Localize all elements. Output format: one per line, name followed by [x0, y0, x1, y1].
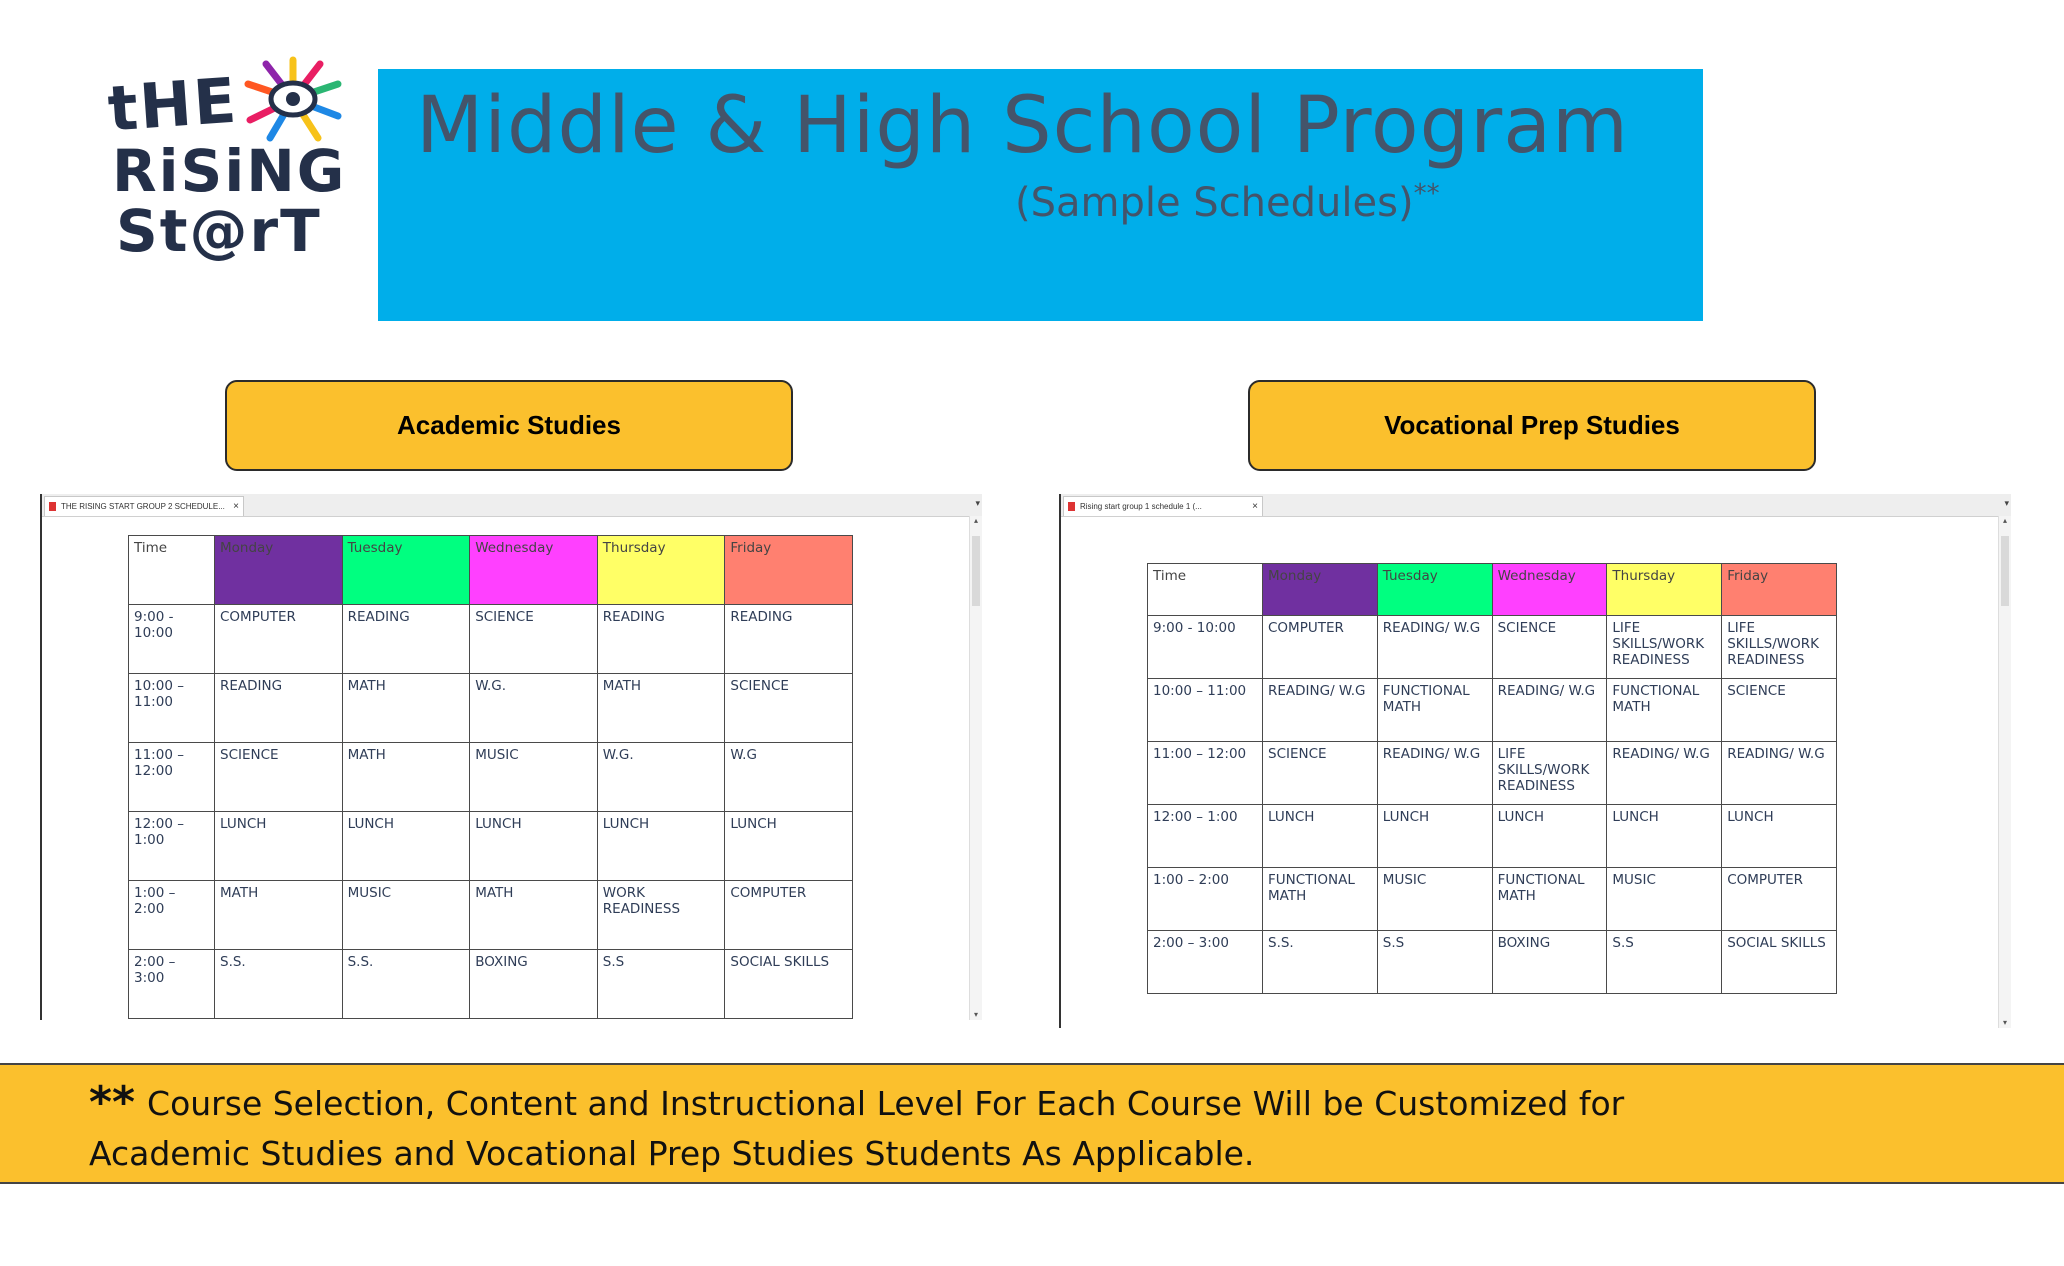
logo-word-rising: RiSiNG [112, 137, 347, 205]
academic-studies-button[interactable]: Academic Studies [225, 380, 793, 471]
class-cell: LUNCH [215, 812, 343, 881]
class-cell: FUNCTIONAL MATH [1492, 868, 1607, 931]
schedule-row [1148, 805, 1837, 868]
class-cell: LUNCH [1607, 805, 1722, 868]
tab-list-dropdown-icon[interactable]: ▾ [2004, 498, 2009, 508]
footer-text-1: Course Selection, Content and Instructional Level For Each Course Will be Customized for [147, 1084, 1625, 1123]
logo-word-start: St@rT [116, 197, 322, 265]
class-cell: SOCIAL SKILLS [725, 950, 853, 1019]
vertical-scrollbar[interactable] [969, 516, 982, 1020]
class-cell: FUNCTIONAL MATH [1263, 868, 1378, 931]
class-cell: S.S. [215, 950, 343, 1019]
day-header-cell: Thursday [1607, 564, 1722, 616]
time-cell: 9:00 - 10:00 [129, 605, 215, 674]
schedule-row [129, 605, 853, 674]
scroll-up-icon[interactable]: ▴ [2002, 516, 2007, 525]
class-cell: READING/ W.G [1263, 679, 1378, 742]
class-cell: LUNCH [470, 812, 598, 881]
class-cell: FUNCTIONAL MATH [1377, 679, 1492, 742]
time-cell: 10:00 – 11:00 [1148, 679, 1263, 742]
day-header-cell: Time [1148, 564, 1263, 616]
academic-schedule-panel [40, 494, 982, 1020]
class-cell: LIFE SKILLS/WORK READINESS [1607, 616, 1722, 679]
class-cell: COMPUTER [215, 605, 343, 674]
document-tab-title: Rising start group 1 schedule 1 (... [1080, 502, 1202, 511]
class-cell: MATH [215, 881, 343, 950]
class-cell: COMPUTER [725, 881, 853, 950]
subtitle-text: (Sample Schedules) [1015, 180, 1414, 226]
class-cell: BOXING [1492, 931, 1607, 994]
document-tab-bar [42, 494, 982, 517]
time-cell: 12:00 – 1:00 [1148, 805, 1263, 868]
class-cell: MUSIC [470, 743, 598, 812]
class-cell: READING/ W.G [1377, 742, 1492, 805]
class-cell: W.G. [470, 674, 598, 743]
day-header-cell: Wednesday [1492, 564, 1607, 616]
schedule-row [129, 743, 853, 812]
class-cell: READING/ W.G [1377, 616, 1492, 679]
title-banner [378, 69, 1703, 321]
footer-line-1 [89, 1077, 1624, 1128]
vertical-scrollbar[interactable] [1998, 516, 2011, 1028]
class-cell: LUNCH [1263, 805, 1378, 868]
class-cell: READING [342, 605, 470, 674]
class-cell: SCIENCE [1263, 742, 1378, 805]
schedule-row [129, 812, 853, 881]
document-tab-bar [1061, 494, 2011, 517]
schedule-row [129, 950, 853, 1019]
rising-start-logo [105, 60, 348, 270]
class-cell: READING/ W.G [1492, 679, 1607, 742]
class-cell: LUNCH [342, 812, 470, 881]
class-cell: READING [215, 674, 343, 743]
schedule-row [1148, 931, 1837, 994]
time-cell: 11:00 – 12:00 [129, 743, 215, 812]
class-cell: SCIENCE [470, 605, 598, 674]
schedule-header-row [129, 536, 853, 605]
class-cell: S.S. [342, 950, 470, 1019]
class-cell: MUSIC [1607, 868, 1722, 931]
day-header-cell: Monday [215, 536, 343, 605]
class-cell: LUNCH [1722, 805, 1837, 868]
class-cell: SOCIAL SKILLS [1722, 931, 1837, 994]
close-tab-icon[interactable]: × [1252, 501, 1258, 512]
class-cell: READING [597, 605, 725, 674]
scrollbar-thumb[interactable] [972, 536, 980, 606]
vocational-schedule-panel [1059, 494, 2011, 1028]
pdf-file-icon [1068, 502, 1075, 511]
footer-note [0, 1063, 2064, 1184]
class-cell: COMPUTER [1722, 868, 1837, 931]
class-cell: W.G [725, 743, 853, 812]
day-header-cell: Tuesday [1377, 564, 1492, 616]
class-cell: READING/ W.G [1722, 742, 1837, 805]
schedule-row [1148, 679, 1837, 742]
time-cell: 9:00 - 10:00 [1148, 616, 1263, 679]
scroll-up-icon[interactable]: ▴ [973, 516, 978, 525]
time-cell: 2:00 – 3:00 [129, 950, 215, 1019]
class-cell: MATH [597, 674, 725, 743]
day-header-cell: Thursday [597, 536, 725, 605]
class-cell: WORK READINESS [597, 881, 725, 950]
class-cell: LUNCH [597, 812, 725, 881]
class-cell: W.G. [597, 743, 725, 812]
scrollbar-thumb[interactable] [2001, 536, 2009, 606]
class-cell: SCIENCE [725, 674, 853, 743]
class-cell: LUNCH [1492, 805, 1607, 868]
day-header-cell: Tuesday [342, 536, 470, 605]
time-cell: 2:00 – 3:00 [1148, 931, 1263, 994]
class-cell: S.S [1607, 931, 1722, 994]
class-cell: SCIENCE [1722, 679, 1837, 742]
day-header-cell: Friday [1722, 564, 1837, 616]
class-cell: FUNCTIONAL MATH [1607, 679, 1722, 742]
page-subtitle [1015, 179, 1440, 226]
time-cell: 12:00 – 1:00 [129, 812, 215, 881]
sunburst-eye-icon [238, 54, 348, 144]
day-header-cell: Wednesday [470, 536, 598, 605]
class-cell: S.S [597, 950, 725, 1019]
time-cell: 1:00 – 2:00 [1148, 868, 1263, 931]
class-cell: READING [725, 605, 853, 674]
page-title: Middle & High School Program [416, 81, 1629, 171]
document-tab[interactable] [44, 496, 244, 516]
class-cell: MATH [470, 881, 598, 950]
schedule-row [1148, 868, 1837, 931]
class-cell: LUNCH [1377, 805, 1492, 868]
schedule-row [1148, 742, 1837, 805]
scroll-down-icon[interactable]: ▾ [2002, 1018, 2007, 1027]
class-cell: MUSIC [1377, 868, 1492, 931]
class-cell: S.S. [1263, 931, 1378, 994]
class-cell: LUNCH [725, 812, 853, 881]
class-cell: READING/ W.G [1607, 742, 1722, 805]
time-cell: 10:00 – 11:00 [129, 674, 215, 743]
tab-list-dropdown-icon[interactable]: ▾ [975, 498, 980, 508]
time-cell: 1:00 – 2:00 [129, 881, 215, 950]
class-cell: S.S [1377, 931, 1492, 994]
scroll-down-icon[interactable]: ▾ [973, 1010, 978, 1019]
class-cell: COMPUTER [1263, 616, 1378, 679]
class-cell: MUSIC [342, 881, 470, 950]
document-tab[interactable] [1063, 496, 1263, 516]
vocational-prep-studies-button[interactable]: Vocational Prep Studies [1248, 380, 1816, 471]
day-header-cell: Monday [1263, 564, 1378, 616]
time-cell: 11:00 – 12:00 [1148, 742, 1263, 805]
footer-line-2: Academic Studies and Vocational Prep Studies Students As Applicable. [89, 1134, 1255, 1173]
schedule-row [129, 674, 853, 743]
class-cell: SCIENCE [1492, 616, 1607, 679]
class-cell: MATH [342, 743, 470, 812]
day-header-cell: Friday [725, 536, 853, 605]
day-header-cell: Time [129, 536, 215, 605]
pdf-file-icon [49, 502, 56, 511]
class-cell: MATH [342, 674, 470, 743]
footer-mark: ** [89, 1077, 136, 1128]
class-cell: LIFE SKILLS/WORK READINESS [1722, 616, 1837, 679]
close-tab-icon[interactable]: × [233, 501, 239, 512]
class-cell: LIFE SKILLS/WORK READINESS [1492, 742, 1607, 805]
schedule-header-row [1148, 564, 1837, 616]
schedule-row [1148, 616, 1837, 679]
academic-schedule-table [128, 535, 853, 1019]
logo-word-the: tHE [105, 63, 241, 146]
vocational-schedule-table [1147, 563, 1837, 994]
subtitle-mark: ** [1413, 179, 1440, 209]
class-cell: BOXING [470, 950, 598, 1019]
schedule-row [129, 881, 853, 950]
class-cell: SCIENCE [215, 743, 343, 812]
document-tab-title: THE RISING START GROUP 2 SCHEDULE... [61, 502, 225, 511]
